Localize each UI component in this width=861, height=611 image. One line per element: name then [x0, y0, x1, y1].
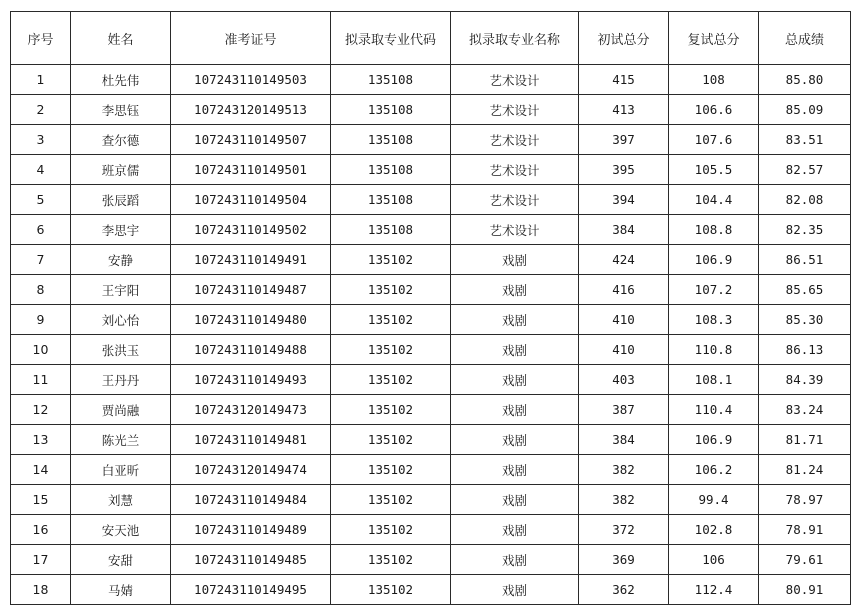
- cell-exam-id: 107243110149488: [171, 335, 331, 365]
- cell-total-score: 82.57: [759, 155, 851, 185]
- cell-seq: 9: [11, 305, 71, 335]
- cell-retest-score: 106: [669, 545, 759, 575]
- cell-seq: 14: [11, 455, 71, 485]
- cell-retest-score: 106.6: [669, 95, 759, 125]
- table-row: [11, 155, 851, 185]
- table-row: [11, 455, 851, 485]
- cell-major-code: 135102: [331, 245, 451, 275]
- cell-total-score: 83.51: [759, 125, 851, 155]
- cell-major-code: 135108: [331, 65, 451, 95]
- cell-seq: 16: [11, 515, 71, 545]
- cell-retest-score: 106.9: [669, 425, 759, 455]
- header-major-name: 拟录取专业名称: [451, 12, 579, 65]
- cell-name: 班京儒: [71, 155, 171, 185]
- cell-retest-score: 110.8: [669, 335, 759, 365]
- cell-exam-id: 107243110149485: [171, 545, 331, 575]
- cell-major-name: 戏剧: [451, 485, 579, 515]
- cell-major-name: 戏剧: [451, 515, 579, 545]
- cell-initial-score: 362: [579, 575, 669, 605]
- cell-major-code: 135102: [331, 335, 451, 365]
- cell-major-code: 135108: [331, 155, 451, 185]
- cell-initial-score: 410: [579, 335, 669, 365]
- cell-major-code: 135108: [331, 185, 451, 215]
- cell-major-name: 戏剧: [451, 425, 579, 455]
- cell-total-score: 83.24: [759, 395, 851, 425]
- cell-exam-id: 107243110149495: [171, 575, 331, 605]
- cell-name: 张洪玉: [71, 335, 171, 365]
- cell-retest-score: 108.8: [669, 215, 759, 245]
- cell-initial-score: 372: [579, 515, 669, 545]
- cell-total-score: 81.24: [759, 455, 851, 485]
- cell-exam-id: 107243110149503: [171, 65, 331, 95]
- cell-major-name: 戏剧: [451, 245, 579, 275]
- cell-retest-score: 104.4: [669, 185, 759, 215]
- cell-initial-score: 416: [579, 275, 669, 305]
- cell-major-name: 艺术设计: [451, 65, 579, 95]
- cell-name: 李思宇: [71, 215, 171, 245]
- cell-major-code: 135102: [331, 395, 451, 425]
- cell-initial-score: 382: [579, 455, 669, 485]
- table-row: [11, 245, 851, 275]
- cell-seq: 6: [11, 215, 71, 245]
- cell-seq: 13: [11, 425, 71, 455]
- cell-total-score: 86.13: [759, 335, 851, 365]
- cell-retest-score: 107.6: [669, 125, 759, 155]
- table-row: [11, 335, 851, 365]
- cell-major-name: 戏剧: [451, 365, 579, 395]
- cell-initial-score: 382: [579, 485, 669, 515]
- cell-seq: 15: [11, 485, 71, 515]
- cell-initial-score: 387: [579, 395, 669, 425]
- cell-seq: 1: [11, 65, 71, 95]
- header-total-score: 总成绩: [759, 12, 851, 65]
- cell-retest-score: 106.2: [669, 455, 759, 485]
- cell-total-score: 82.08: [759, 185, 851, 215]
- table-row: [11, 515, 851, 545]
- header-name: 姓名: [71, 12, 171, 65]
- table-row: [11, 215, 851, 245]
- cell-major-code: 135102: [331, 515, 451, 545]
- cell-major-name: 戏剧: [451, 455, 579, 485]
- cell-retest-score: 112.4: [669, 575, 759, 605]
- table-row: [11, 95, 851, 125]
- cell-total-score: 85.09: [759, 95, 851, 125]
- cell-name: 安甜: [71, 545, 171, 575]
- cell-exam-id: 107243110149489: [171, 515, 331, 545]
- cell-seq: 2: [11, 95, 71, 125]
- cell-major-code: 135108: [331, 95, 451, 125]
- cell-total-score: 80.91: [759, 575, 851, 605]
- cell-major-code: 135108: [331, 215, 451, 245]
- cell-seq: 8: [11, 275, 71, 305]
- cell-retest-score: 106.9: [669, 245, 759, 275]
- cell-initial-score: 424: [579, 245, 669, 275]
- cell-seq: 3: [11, 125, 71, 155]
- cell-major-name: 戏剧: [451, 275, 579, 305]
- cell-major-name: 艺术设计: [451, 95, 579, 125]
- table-row: [11, 305, 851, 335]
- cell-seq: 18: [11, 575, 71, 605]
- table-row: [11, 275, 851, 305]
- cell-total-score: 81.71: [759, 425, 851, 455]
- table-row: [11, 185, 851, 215]
- cell-seq: 17: [11, 545, 71, 575]
- cell-name: 安静: [71, 245, 171, 275]
- cell-major-name: 戏剧: [451, 335, 579, 365]
- table-row: [11, 485, 851, 515]
- cell-initial-score: 397: [579, 125, 669, 155]
- cell-seq: 7: [11, 245, 71, 275]
- cell-name: 王丹丹: [71, 365, 171, 395]
- cell-name: 王宇阳: [71, 275, 171, 305]
- cell-retest-score: 110.4: [669, 395, 759, 425]
- cell-total-score: 78.97: [759, 485, 851, 515]
- cell-retest-score: 102.8: [669, 515, 759, 545]
- cell-seq: 11: [11, 365, 71, 395]
- cell-name: 李思钰: [71, 95, 171, 125]
- cell-retest-score: 105.5: [669, 155, 759, 185]
- cell-name: 安天池: [71, 515, 171, 545]
- cell-major-name: 艺术设计: [451, 185, 579, 215]
- cell-major-name: 戏剧: [451, 545, 579, 575]
- cell-initial-score: 395: [579, 155, 669, 185]
- cell-name: 陈光兰: [71, 425, 171, 455]
- cell-retest-score: 108: [669, 65, 759, 95]
- table-row: [11, 425, 851, 455]
- cell-major-code: 135102: [331, 455, 451, 485]
- cell-retest-score: 107.2: [669, 275, 759, 305]
- cell-initial-score: 415: [579, 65, 669, 95]
- cell-seq: 10: [11, 335, 71, 365]
- cell-total-score: 84.39: [759, 365, 851, 395]
- cell-exam-id: 107243110149502: [171, 215, 331, 245]
- header-row: [11, 12, 851, 65]
- cell-exam-id: 107243120149473: [171, 395, 331, 425]
- cell-initial-score: 413: [579, 95, 669, 125]
- table-row: [11, 395, 851, 425]
- cell-exam-id: 107243110149484: [171, 485, 331, 515]
- cell-major-name: 艺术设计: [451, 155, 579, 185]
- cell-major-code: 135102: [331, 275, 451, 305]
- cell-major-name: 戏剧: [451, 575, 579, 605]
- cell-major-name: 艺术设计: [451, 125, 579, 155]
- cell-major-name: 戏剧: [451, 305, 579, 335]
- cell-retest-score: 99.4: [669, 485, 759, 515]
- cell-total-score: 78.91: [759, 515, 851, 545]
- cell-exam-id: 107243110149507: [171, 125, 331, 155]
- cell-seq: 5: [11, 185, 71, 215]
- cell-name: 查尔德: [71, 125, 171, 155]
- cell-major-code: 135108: [331, 125, 451, 155]
- cell-major-code: 135102: [331, 425, 451, 455]
- cell-exam-id: 107243110149491: [171, 245, 331, 275]
- cell-name: 贾尚融: [71, 395, 171, 425]
- cell-name: 马婧: [71, 575, 171, 605]
- cell-total-score: 85.80: [759, 65, 851, 95]
- cell-name: 白亚昕: [71, 455, 171, 485]
- header-seq: 序号: [11, 12, 71, 65]
- cell-initial-score: 369: [579, 545, 669, 575]
- header-initial-score: 初试总分: [579, 12, 669, 65]
- cell-major-code: 135102: [331, 485, 451, 515]
- cell-name: 刘慧: [71, 485, 171, 515]
- cell-exam-id: 107243110149480: [171, 305, 331, 335]
- cell-major-code: 135102: [331, 305, 451, 335]
- table-row: [11, 545, 851, 575]
- cell-total-score: 82.35: [759, 215, 851, 245]
- cell-total-score: 85.30: [759, 305, 851, 335]
- cell-exam-id: 107243120149474: [171, 455, 331, 485]
- cell-major-name: 艺术设计: [451, 215, 579, 245]
- cell-seq: 4: [11, 155, 71, 185]
- table-row: [11, 125, 851, 155]
- table-body: [11, 65, 851, 605]
- cell-major-code: 135102: [331, 365, 451, 395]
- cell-seq: 12: [11, 395, 71, 425]
- admission-table: [10, 11, 851, 605]
- table-row: [11, 575, 851, 605]
- cell-exam-id: 107243110149493: [171, 365, 331, 395]
- cell-retest-score: 108.3: [669, 305, 759, 335]
- cell-exam-id: 107243120149513: [171, 95, 331, 125]
- header-exam-id: 准考证号: [171, 12, 331, 65]
- cell-major-code: 135102: [331, 545, 451, 575]
- cell-retest-score: 108.1: [669, 365, 759, 395]
- cell-total-score: 86.51: [759, 245, 851, 275]
- header-retest-score: 复试总分: [669, 12, 759, 65]
- cell-major-name: 戏剧: [451, 395, 579, 425]
- header-major-code: 拟录取专业代码: [331, 12, 451, 65]
- cell-initial-score: 384: [579, 425, 669, 455]
- cell-exam-id: 107243110149504: [171, 185, 331, 215]
- cell-name: 张辰蹈: [71, 185, 171, 215]
- cell-initial-score: 394: [579, 185, 669, 215]
- cell-exam-id: 107243110149481: [171, 425, 331, 455]
- cell-initial-score: 410: [579, 305, 669, 335]
- cell-name: 刘心怡: [71, 305, 171, 335]
- cell-exam-id: 107243110149501: [171, 155, 331, 185]
- cell-initial-score: 403: [579, 365, 669, 395]
- cell-major-code: 135102: [331, 575, 451, 605]
- cell-total-score: 79.61: [759, 545, 851, 575]
- cell-exam-id: 107243110149487: [171, 275, 331, 305]
- table-row: [11, 365, 851, 395]
- cell-total-score: 85.65: [759, 275, 851, 305]
- table-row: [11, 65, 851, 95]
- cell-initial-score: 384: [579, 215, 669, 245]
- cell-name: 杜先伟: [71, 65, 171, 95]
